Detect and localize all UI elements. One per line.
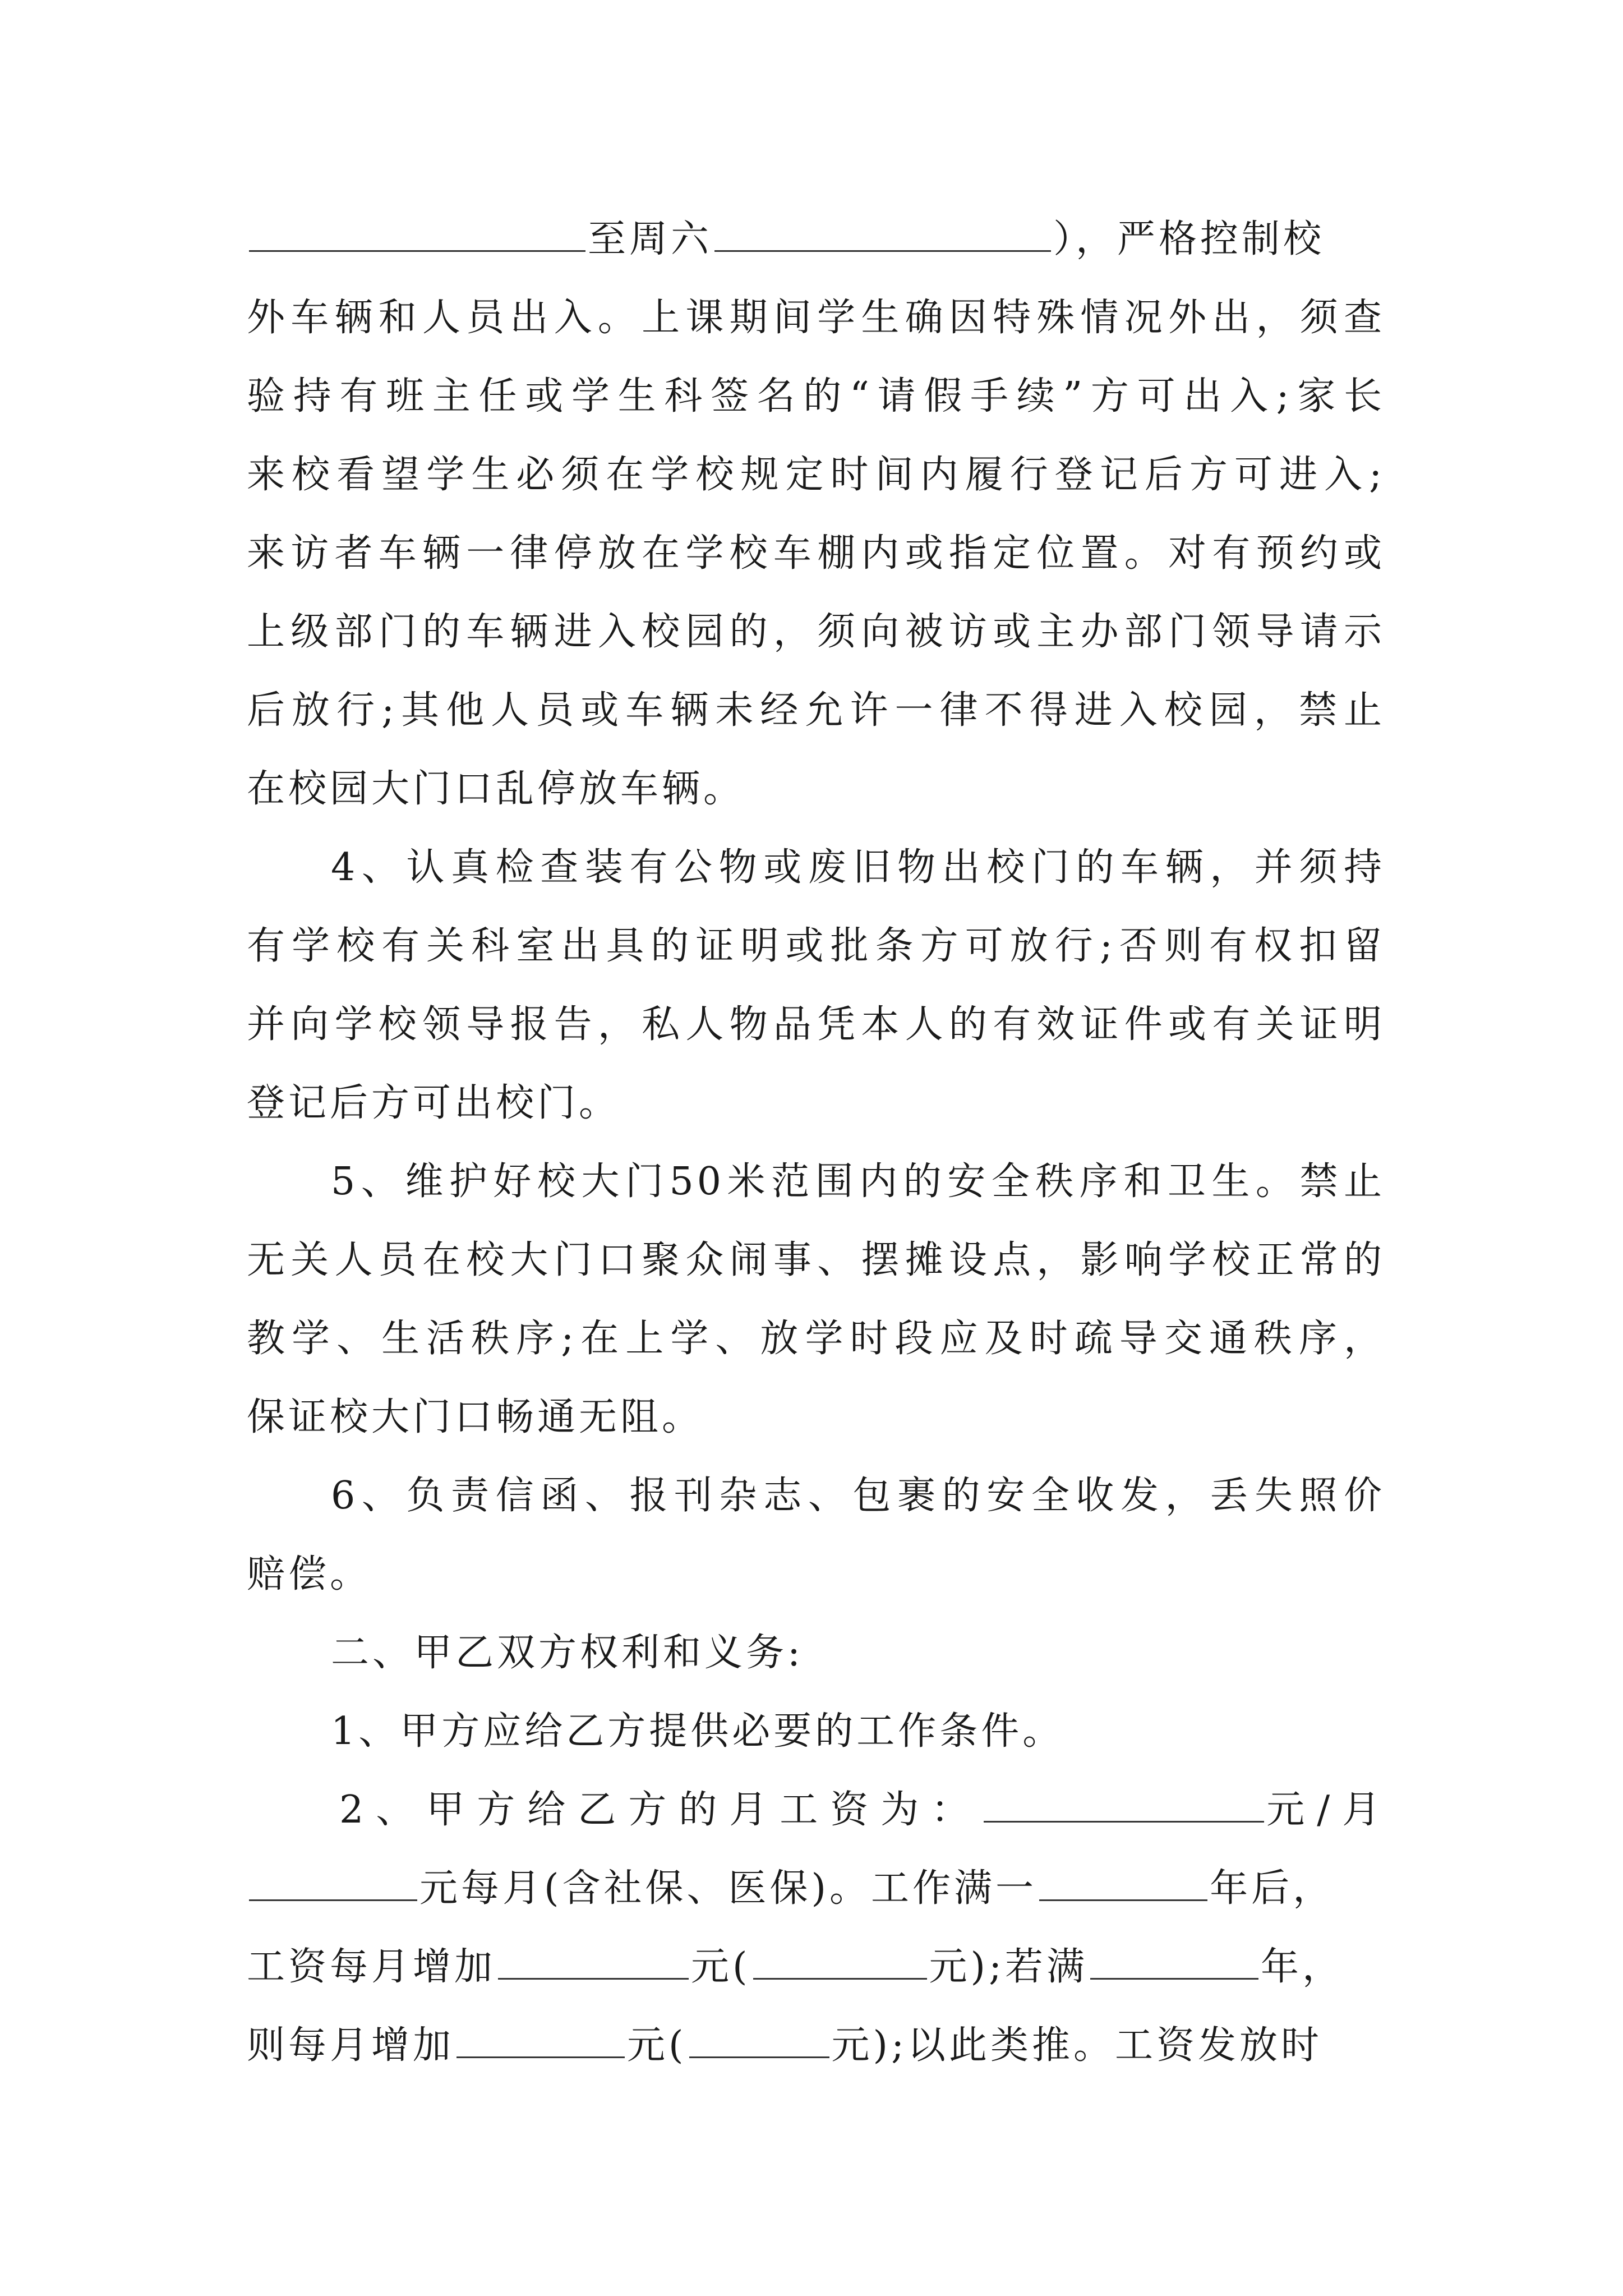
text-line xyxy=(247,1936,1385,1998)
blank-field xyxy=(753,1943,927,1980)
text-line: 有学校有关科室出具的证明或批条方可放行;否则有权扣留 xyxy=(247,924,1385,968)
blank-field xyxy=(249,215,585,252)
text-line xyxy=(247,1858,1385,1920)
text-segment: ），严格控制校 xyxy=(1053,217,1325,261)
text-segment: 元每月(含社保、医保)。工作满一 xyxy=(419,1866,1038,1911)
text-segment: 年后， xyxy=(1210,1866,1335,1911)
text-segment: 元( xyxy=(627,2023,687,2068)
text-line xyxy=(247,209,1385,270)
text-line: 后放行;其他人员或车辆未经允许一律不得进入校园，禁止 xyxy=(247,688,1385,733)
text-line: 来校看望学生必须在学校规定时间内履行登记后方可进入; xyxy=(247,453,1385,497)
text-line: 无关人员在校大门口聚众闹事、摆摊设点，影响学校正常的 xyxy=(247,1238,1385,1282)
text-segment: 元);若满 xyxy=(929,1945,1088,1989)
text-line: 1、甲方应给乙方提供必要的工作条件。 xyxy=(331,1709,1064,1754)
text-segment: 则每月增加 xyxy=(247,2023,455,2068)
text-line xyxy=(339,1779,1393,1841)
blank-field xyxy=(714,215,1051,252)
text-line: 来访者车辆一律停放在学校车棚内或指定位置。对有预约或 xyxy=(247,531,1385,576)
text-segment: 至周六 xyxy=(588,217,713,261)
text-line: 登记后方可出校门。 xyxy=(247,1081,621,1125)
text-line: 6、负责信函、报刊杂志、包裹的安全收发，丢失照价 xyxy=(331,1474,1385,1518)
text-segment: 元/月 xyxy=(1266,1788,1393,1832)
text-line: 赔偿。 xyxy=(247,1552,372,1596)
blank-field xyxy=(1090,1943,1258,1980)
blank-field xyxy=(984,1786,1264,1823)
text-segment: 元);以此类推。工资发放时 xyxy=(831,2023,1322,2068)
blank-field xyxy=(689,2022,829,2058)
text-line: 外车辆和人员出入。上课期间学生确因特殊情况外出，须查 xyxy=(247,296,1385,340)
text-line: 并向学校领导报告，私人物品凭本人的有效证件或有关证明 xyxy=(247,1002,1385,1047)
blank-field xyxy=(249,1865,417,1901)
blank-field xyxy=(457,2022,625,2058)
text-line xyxy=(247,2015,1385,2077)
section-heading: 二、甲乙双方权利和义务: xyxy=(331,1631,804,1675)
text-segment: 元( xyxy=(691,1945,751,1989)
text-line: 保证校大门口畅通无阻。 xyxy=(247,1395,704,1439)
text-line: 验持有班主任或学生科签名的“请假手续”方可出入;家长 xyxy=(247,374,1385,418)
text-line: 5、维护好校大门50米范围内的安全秩序和卫生。禁止 xyxy=(331,1159,1385,1204)
text-line: 4、认真检查装有公物或废旧物出校门的车辆，并须持 xyxy=(331,845,1385,890)
text-line: 在校园大门口乱停放车辆。 xyxy=(247,767,745,811)
text-line: 上级部门的车辆进入校园的，须向被访或主办部门领导请示 xyxy=(247,610,1385,654)
text-segment: 年， xyxy=(1261,1945,1344,1989)
text-segment: 工资每月增加 xyxy=(247,1945,496,1989)
blank-field xyxy=(1039,1865,1207,1901)
text-line: 教学、生活秩序;在上学、放学时段应及时疏导交通秩序， xyxy=(247,1317,1385,1361)
blank-field xyxy=(498,1943,689,1980)
text-segment: 2、甲方给乙方的月工资为： xyxy=(339,1788,982,1832)
